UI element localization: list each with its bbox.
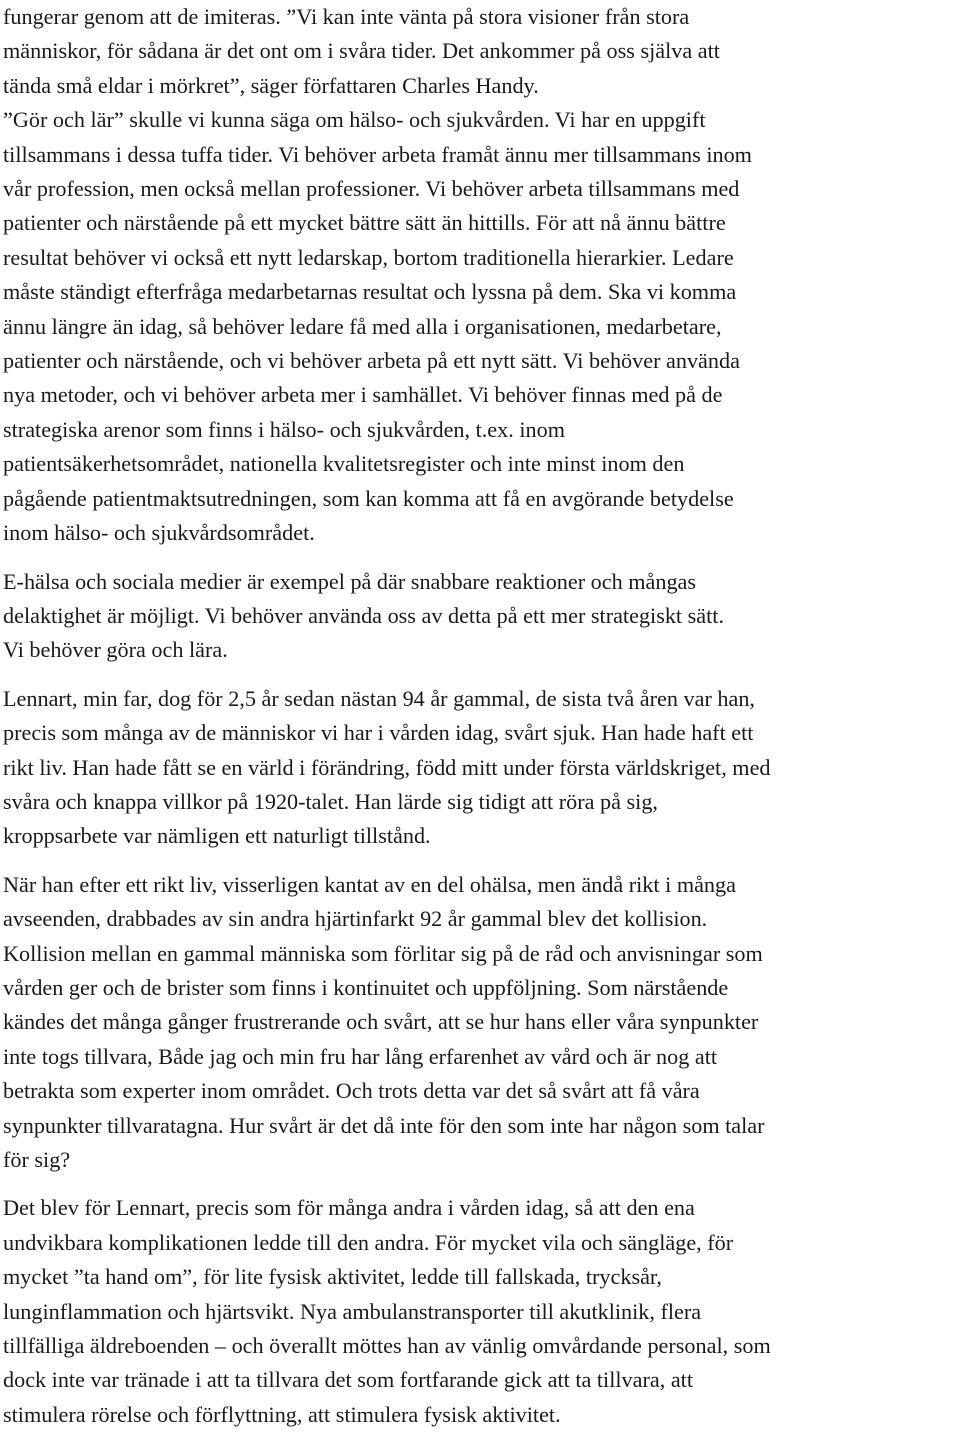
text-line: avseenden, drabbades av sin andra hjärtinfarkt 92 år gammal blev det kollision. (3, 906, 708, 932)
text-line: Kollision mellan en gammal människa som förlitar sig på de råd och anvisningar som (3, 940, 763, 966)
text-line: inom hälso- och sjukvårdsområdet. (3, 520, 315, 546)
text-line: svåra och knappa villkor på 1920-talet. Han lärde sig tidigt att röra på sig, (3, 788, 658, 814)
document-page (3, 0, 957, 1432)
text-line: stimulera rörelse och förflyttning, att stimulera fysisk aktivitet. (3, 1401, 561, 1427)
paragraph-spacer (3, 1177, 957, 1191)
paragraph-3 (3, 682, 957, 854)
text-line: kändes det många gånger frustrerande och svårt, att se hur hans eller våra synpunkter (3, 1009, 759, 1035)
paragraph-4 (3, 868, 957, 1178)
text-line: undvikbara komplikationen ledde till den andra. För mycket vila och sängläge, för (3, 1229, 734, 1255)
text-line: människor, för sådana är det ont om i svåra tider. Det ankommer på oss själva att (3, 38, 720, 64)
paragraph-spacer (3, 854, 957, 868)
text-line: för sig? (3, 1147, 71, 1172)
text-line: ”Gör och lär” skulle vi kunna säga om hälso- och sjukvården. Vi har en uppgift (3, 107, 706, 133)
text-line: nya metoder, och vi behöver arbeta mer i samhället. Vi behöver finnas med på de (3, 382, 723, 408)
text-line: synpunkter tillvaratagna. Hur svårt är det då inte för den som inte har någon som talar (3, 1112, 765, 1138)
text-line: Det blev för Lennart, precis som för många andra i vården idag, så att den ena (3, 1195, 695, 1221)
text-line: delaktighet är möjligt. Vi behöver använda oss av detta på ett mer strategiskt sätt. (3, 602, 724, 628)
text-line: måste ständigt efterfråga medarbetarnas resultat och lyssna på dem. Ska vi komma (3, 279, 737, 305)
text-line: resultat behöver vi också ett nytt ledarskap, bortom traditionella hierarkier. Ledare (3, 244, 734, 270)
paragraph-2 (3, 565, 957, 668)
text-line: Vi behöver göra och lära. (3, 637, 228, 663)
text-line: patienter och närstående på ett mycket bättre sätt än hittills. För att nå ännu bättre (3, 210, 726, 236)
text-line: När han efter ett rikt liv, visserligen kantat av en del ohälsa, men ändå rikt i många (3, 871, 736, 897)
text-line: pågående patientmaktsutredningen, som kan komma att få en avgörande betydelse (3, 485, 734, 511)
paragraph-spacer (3, 551, 957, 565)
text-line: inte togs tillvara, Både jag och min fru har lång erfarenhet av vård och är nog att (3, 1043, 718, 1069)
text-line: vår profession, men också mellan professioner. Vi behöver arbeta tillsammans med (3, 176, 740, 202)
text-line: mycket ”ta hand om”, för lite fysisk aktivitet, ledde till fallskada, trycksår, (3, 1264, 662, 1290)
text-line: strategiska arenor som finns i hälso- och sjukvården, t.ex. inom (3, 416, 565, 442)
text-line: rikt liv. Han hade fått se en värld i förändring, född mitt under första världskriget, med (3, 754, 771, 780)
text-line: ännu längre än idag, så behöver ledare få med alla i organisationen, medarbetare, (3, 313, 722, 339)
text-line: kroppsarbete var nämligen ett naturligt tillstånd. (3, 823, 431, 849)
text-line: patienter och närstående, och vi behöver arbeta på ett nytt sätt. Vi behöver använda (3, 348, 740, 374)
text-line: precis som många av de människor vi har i vården idag, svårt sjuk. Han hade haft ett (3, 720, 754, 746)
text-line: betrakta som experter inom området. Och trots detta var det så svårt att få våra (3, 1078, 700, 1104)
text-line: lunginflammation och hjärtsvikt. Nya ambulanstransporter till akutklinik, flera (3, 1298, 702, 1324)
text-line: tillsammans i dessa tuffa tider. Vi behöver arbeta framåt ännu mer tillsammans inom (3, 141, 752, 167)
text-line: dock inte var tränade i att ta tillvara det som fortfarande gick att ta tillvara, att (3, 1367, 693, 1393)
text-line: patientsäkerhetsområdet, nationella kvalitetsregister och inte minst inom den (3, 451, 685, 477)
text-line: fungerar genom att de imiteras. ”Vi kan inte vänta på stora visioner från stora (3, 4, 690, 29)
text-line: tillfälliga äldreboenden – och överallt möttes han av vänlig omvårdande personal, som (3, 1333, 771, 1359)
text-line: tända små eldar i mörkret”, säger författaren Charles Handy. (3, 72, 539, 98)
text-line: vården ger och de brister som finns i kontinuitet och uppföljning. Som närstående (3, 974, 729, 1000)
paragraph-5 (3, 1191, 957, 1432)
paragraph-spacer (3, 668, 957, 682)
paragraph-1 (3, 0, 957, 551)
text-line: Lennart, min far, dog för 2,5 år sedan nästan 94 år gammal, de sista två åren var han, (3, 685, 755, 711)
text-line: E-hälsa och sociala medier är exempel på där snabbare reaktioner och mångas (3, 568, 697, 594)
